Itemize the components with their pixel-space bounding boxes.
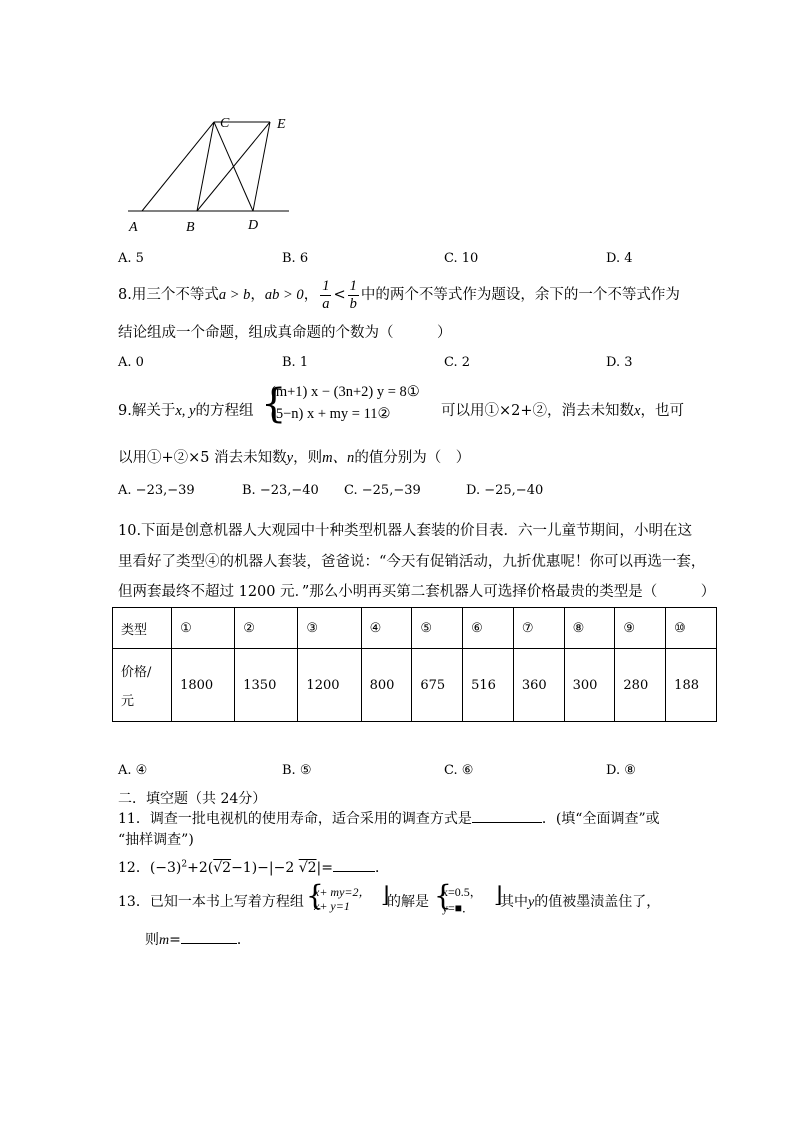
table-row <box>113 649 717 722</box>
q10-option-a: A. ④ <box>118 763 148 778</box>
table-price-label: 价格/ 元 <box>113 649 172 722</box>
type-cell: ⑨ <box>615 608 666 649</box>
price-cell: 1200 <box>298 649 361 722</box>
label-b: B <box>186 220 195 235</box>
price-cell: 188 <box>666 649 717 722</box>
q9-line2: 以用①+②×5 消去未知数y，则m、n的值分别为（ ） <box>118 450 471 466</box>
fraction-1-over-b: $\frac{1}{b}$ <box>349 278 357 312</box>
q13-line2: 则m= ． <box>145 932 251 948</box>
q8-line1: 8.用三个不等式a > b，ab > 0， $\frac{1}{a}$ < $\frac{1}{b}$ 中的两个不等式作为题设，余下的一个不等式作为 <box>118 278 680 312</box>
q8-option-d: D. 3 <box>606 355 633 370</box>
q7-option-b: B. 6 <box>282 251 309 266</box>
q7-option-c: C. 10 <box>444 251 479 266</box>
q11-line1: 11．调查一批电视机的使用寿命，适合采用的调查方式是 ．(填“全面调查”或 <box>118 811 660 827</box>
q9-option-b: B. −23,−40 <box>242 483 319 498</box>
price-cell: 280 <box>615 649 666 722</box>
q9-system-brace: { <box>261 381 287 427</box>
q13-mid: 的解是 <box>387 894 429 910</box>
label-c: C <box>220 116 230 131</box>
table-header-label: 类型 <box>113 608 172 649</box>
q13-solution-2: y=■． <box>442 901 475 915</box>
fraction-1-over-a: $\frac{1}{a}$ <box>322 278 330 312</box>
price-cell: 675 <box>412 649 463 722</box>
q13-suffix: 其中y的值被墨渍盖住了， <box>500 894 661 910</box>
price-cell: 1800 <box>172 649 235 722</box>
label-a: A <box>129 220 138 235</box>
label-e: E <box>277 117 286 132</box>
segment-bc <box>197 122 214 211</box>
price-cell: 360 <box>513 649 564 722</box>
q13-equation-2: x+ y=1 <box>314 899 350 913</box>
q10-line1: 10.下面是创意机器人大观园中十种类型机器人套装的价目表．六一儿童节期间，小明在这 <box>118 523 693 539</box>
q7-option-d: D. 4 <box>606 251 633 266</box>
segment-de <box>253 122 270 211</box>
q7-option-a: A. 5 <box>118 251 144 266</box>
q11-line2: “抽样调查”) <box>118 832 194 848</box>
q13-equation-1: x+ my=2， <box>314 885 371 899</box>
price-cell: 800 <box>361 649 412 722</box>
q10-option-b: B. ⑤ <box>282 763 312 778</box>
type-cell: ② <box>235 608 298 649</box>
type-cell: ⑤ <box>412 608 463 649</box>
type-cell: ④ <box>361 608 412 649</box>
q13-solution-bracket: ⌋ <box>494 883 503 908</box>
type-cell: ⑧ <box>564 608 615 649</box>
q13-solution-brace: { <box>434 879 452 912</box>
q12-line: 12．$(-3)^2+2(√2-1)-|-2$ √2|= ． <box>118 859 389 876</box>
q9-suffix: 可以用①×2+②，消去未知数x，也可 <box>441 403 684 419</box>
q10-line3: 但两套最终不超过 1200 元．”那么小明再买第二套机器人可选择价格最贵的类型是（ ） <box>118 584 716 600</box>
q10-option-d: D. ⑧ <box>606 763 636 778</box>
q9-prefix: 9.解关于x, y的方程组 <box>118 403 254 419</box>
q13-answer-blank[interactable] <box>181 943 237 944</box>
segment-ac <box>142 122 214 211</box>
q9-option-c: C. −25,−39 <box>344 483 421 498</box>
label-d: D <box>248 218 259 233</box>
q8-line2: 结论组成一个命题，组成真命题的个数为（ ） <box>118 325 452 341</box>
q9-equation-2: (5−n) x + my = 11② <box>271 406 391 422</box>
q9-equation-1: (m+1) x − (3n+2) y = 8① <box>271 384 420 400</box>
geometry-figure <box>120 110 300 235</box>
q10-line2: 里看好了类型④的机器人套装，爸爸说：“今天有促销活动，九折优惠呢！你可以再选一套， <box>118 554 706 570</box>
q8-option-b: B. 1 <box>282 355 309 370</box>
price-cell: 516 <box>463 649 514 722</box>
q13-prefix: 13．已知一本书上写着方程组 <box>118 894 304 910</box>
price-cell: 300 <box>564 649 615 722</box>
type-cell: ⑩ <box>666 608 717 649</box>
table-row <box>113 608 717 649</box>
q12-answer-blank[interactable] <box>333 871 375 872</box>
q13-bracket: ⌋ <box>381 883 390 908</box>
q9-option-d: D. −25,−40 <box>466 483 544 498</box>
segment-cd <box>214 122 253 211</box>
section-title-fill-in: 二．填空题（共 24分） <box>118 791 267 807</box>
type-cell: ③ <box>298 608 361 649</box>
q9-option-a: A. −23,−39 <box>118 483 195 498</box>
q13-system-brace: { <box>306 879 324 912</box>
price-table <box>112 607 717 722</box>
q13-solution-1: x=0.5， <box>442 885 482 899</box>
type-cell: ⑦ <box>513 608 564 649</box>
price-cell: 1350 <box>235 649 298 722</box>
type-cell: ⑥ <box>463 608 514 649</box>
q8-option-a: A. 0 <box>118 355 144 370</box>
q11-answer-blank[interactable] <box>472 822 542 823</box>
q10-option-c: C. ⑥ <box>444 763 474 778</box>
type-cell: ① <box>172 608 235 649</box>
q8-option-c: C. 2 <box>444 355 471 370</box>
